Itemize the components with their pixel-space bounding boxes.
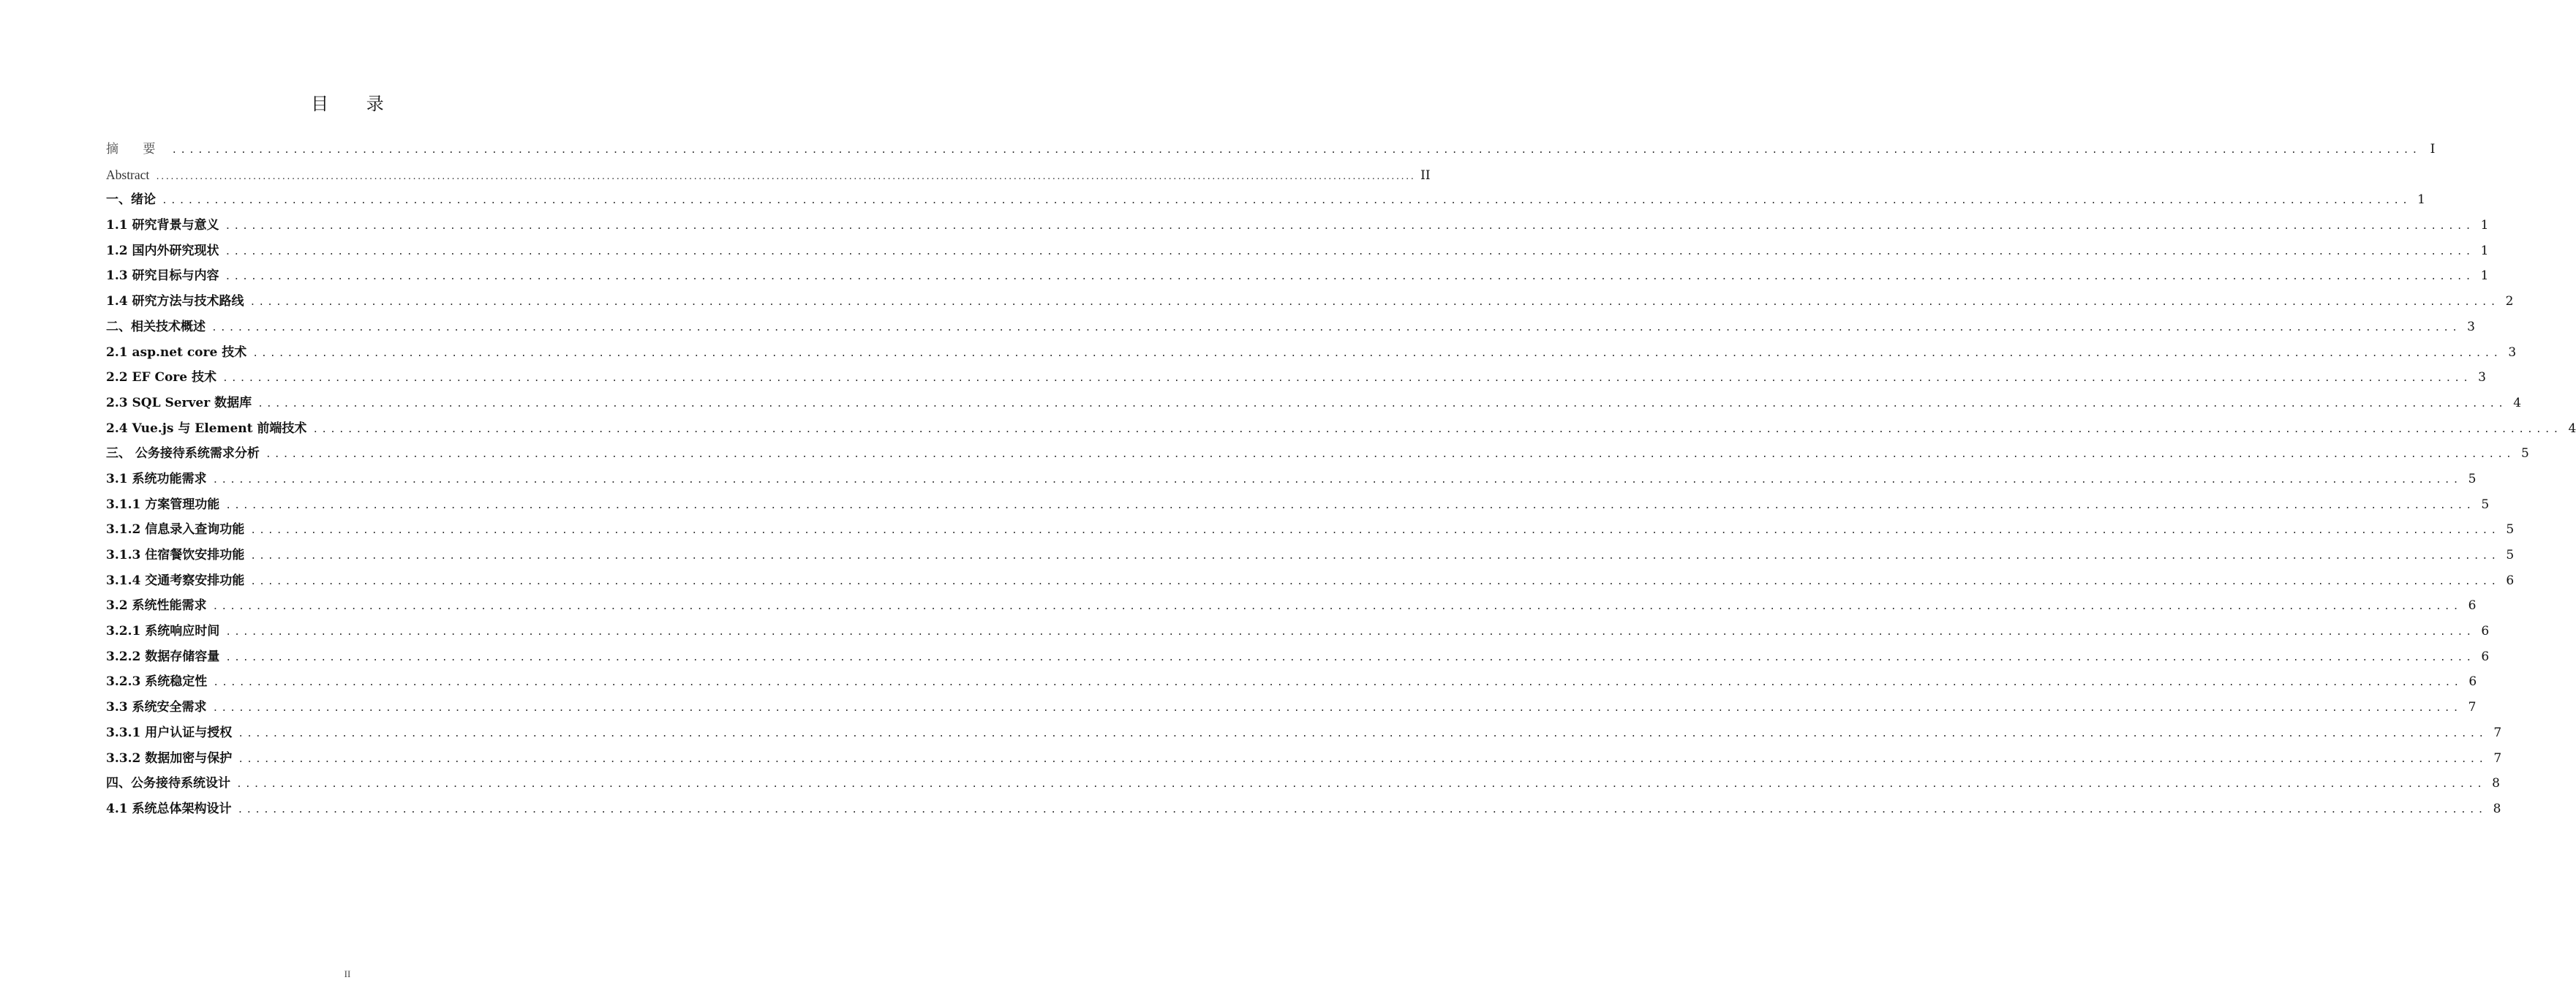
toc-entry[interactable]: [106, 238, 2489, 264]
toc-leader-dots: ....................................................................................................................................................................................................................................................................: [249, 297, 2499, 309]
toc-entry-page: 1: [2480, 218, 2489, 233]
toc-entry[interactable]: [106, 720, 2502, 746]
toc-leader-dots: ....................................................................................................................................................................................................................................................................: [225, 652, 2475, 663]
toc-entry-page: 6: [2506, 573, 2515, 588]
toc-leader-dots: ....................................................................................................................................................................................................................................................................: [250, 551, 2500, 562]
toc-entry-label: 3.3.2 数据加密与保护: [106, 750, 233, 766]
toc-leader-dots: ....................................................................................................................................................................................................................................................................: [212, 601, 2462, 613]
toc-leader-dots: ....................................................................................................................................................................................................................................................................: [250, 525, 2500, 537]
toc-entry[interactable]: [106, 746, 2502, 772]
toc-leader-dots: ....................................................................................................................................................................................................................................................................: [238, 728, 2488, 739]
toc-entry-label: 2.1 asp.net core 技术: [106, 344, 247, 360]
toc-entry-page: 6: [2468, 674, 2477, 690]
toc-entry-label: 3.1 系统功能需求: [106, 471, 207, 486]
toc-entry-label: 3.2 系统性能需求: [106, 598, 207, 614]
toc-entry-label: 三、 公务接待系统需求分析: [106, 446, 260, 462]
toc-leader-dots: ....................................................................................................................................................................................................................................................................: [155, 171, 1415, 181]
toc-leader-dots: ....................................................................................................................................................................................................................................................................: [225, 500, 2475, 511]
toc-leader-dots: ....................................................................................................................................................................................................................................................................: [225, 246, 2474, 257]
toc-entry-page: II: [1420, 167, 1431, 183]
toc-entry[interactable]: [106, 416, 2576, 442]
toc-entry-page: 6: [2468, 598, 2477, 614]
toc-entry-label: 3.1.4 交通考察安排功能: [106, 573, 245, 588]
toc-leader-dots: ....................................................................................................................................................................................................................................................................: [236, 779, 2485, 791]
toc-leader-dots: ....................................................................................................................................................................................................................................................................: [237, 804, 2487, 816]
toc-entry-page: 3: [2467, 319, 2475, 334]
toc-entry[interactable]: [106, 187, 2425, 213]
toc-entry[interactable]: [106, 365, 2486, 391]
toc-entry[interactable]: [106, 517, 2515, 543]
toc-leader-dots: ....................................................................................................................................................................................................................................................................: [225, 627, 2475, 639]
toc-entry[interactable]: [106, 315, 2475, 340]
table-of-contents: [106, 137, 2576, 822]
toc-entry-page: 8: [2493, 801, 2501, 816]
toc-entry[interactable]: [106, 213, 2489, 238]
toc-entry-label: 3.3 系统安全需求: [106, 700, 207, 715]
toc-entry[interactable]: [106, 137, 2436, 162]
toc-entry-page: 7: [2493, 750, 2502, 766]
toc-entry-page: 1: [2480, 243, 2489, 258]
toc-entry-page: 3: [2508, 344, 2517, 360]
toc-entry-page: 5: [2468, 471, 2477, 486]
toc-entry-page: 2: [2505, 294, 2514, 309]
toc-entry-page: 1: [2480, 268, 2489, 284]
toc-leader-dots: ....................................................................................................................................................................................................................................................................: [211, 322, 2460, 334]
toc-entry-label: 1.2 国内外研究现状: [106, 243, 219, 258]
toc-entry-page: 3: [2478, 370, 2486, 385]
toc-entry[interactable]: [106, 391, 2522, 416]
toc-leader-dots: ....................................................................................................................................................................................................................................................................: [252, 347, 2502, 359]
toc-entry[interactable]: [106, 695, 2477, 720]
toc-entry-label: 1.4 研究方法与技术路线: [106, 294, 244, 309]
toc-entry-page: 1: [2417, 192, 2425, 208]
toc-entry-label: 1.1 研究背景与意义: [106, 218, 219, 233]
toc-entry[interactable]: [106, 162, 1431, 188]
toc-entry-page: 7: [2468, 700, 2477, 715]
toc-leader-dots: ....................................................................................................................................................................................................................................................................: [238, 753, 2488, 765]
toc-entry-label: 2.2 EF Core 技术: [106, 370, 216, 385]
toc-leader-dots: ....................................................................................................................................................................................................................................................................: [225, 271, 2474, 283]
toc-entry-label: 3.1.2 信息录入查询功能: [106, 522, 245, 538]
toc-leader-dots: ....................................................................................................................................................................................................................................................................: [265, 449, 2515, 461]
toc-entry[interactable]: [106, 492, 2490, 518]
toc-leader-dots: ....................................................................................................................................................................................................................................................................: [171, 145, 2421, 156]
toc-entry[interactable]: [106, 263, 2489, 289]
toc-entry-label: 3.2.3 系统稳定性: [106, 674, 208, 690]
toc-entry-page: 7: [2493, 725, 2502, 740]
toc-leader-dots: ....................................................................................................................................................................................................................................................................: [250, 576, 2500, 587]
toc-entry-label: 摘 要: [106, 142, 166, 157]
toc-entry[interactable]: [106, 289, 2514, 315]
toc-entry[interactable]: [106, 796, 2501, 822]
toc-leader-dots: ....................................................................................................................................................................................................................................................................: [222, 373, 2471, 385]
toc-entry-page: 4: [2513, 395, 2522, 410]
toc-entry-label: 1.3 研究目标与内容: [106, 268, 219, 284]
toc-leader-dots: ....................................................................................................................................................................................................................................................................: [212, 703, 2462, 715]
toc-entry[interactable]: [106, 771, 2500, 796]
toc-entry[interactable]: [106, 340, 2517, 366]
toc-entry-label: 四、公务接待系统设计: [106, 776, 230, 791]
toc-entry[interactable]: [106, 467, 2477, 492]
toc-entry-page: 6: [2481, 649, 2490, 664]
toc-leader-dots: ....................................................................................................................................................................................................................................................................: [212, 474, 2462, 486]
toc-entry-label: 3.2.1 系统响应时间: [106, 624, 220, 639]
toc-entry[interactable]: [106, 669, 2477, 695]
page-number: II: [344, 968, 351, 979]
toc-entry-page: I: [2430, 142, 2436, 157]
toc-entry-page: 6: [2481, 624, 2490, 639]
toc-entry-label: 3.1.3 住宿餐饮安排功能: [106, 548, 245, 562]
toc-entry-label: 3.1.1 方案管理功能: [106, 497, 220, 512]
toc-leader-dots: ....................................................................................................................................................................................................................................................................: [213, 677, 2463, 689]
toc-entry-label: 二、相关技术概述: [106, 319, 206, 334]
toc-entry-page: 5: [2506, 522, 2515, 538]
toc-entry[interactable]: [106, 441, 2529, 467]
toc-entry-page: 4: [2568, 421, 2576, 436]
toc-entry-label: 3.3.1 用户认证与授权: [106, 725, 233, 740]
toc-entry-page: 5: [2521, 446, 2529, 462]
toc-entry[interactable]: [106, 644, 2490, 670]
page-title: 目 录: [311, 94, 400, 114]
toc-entry-label: 2.3 SQL Server 数据库: [106, 395, 252, 410]
toc-entry-label: 2.4 Vue.js 与 Element 前端技术: [106, 421, 307, 436]
toc-leader-dots: ....................................................................................................................................................................................................................................................................: [162, 195, 2411, 207]
toc-entry-label: 4.1 系统总体架构设计: [106, 801, 232, 816]
toc-entry-page: 5: [2481, 497, 2490, 512]
toc-entry[interactable]: [106, 619, 2490, 644]
toc-entry[interactable]: [106, 568, 2515, 594]
toc-leader-dots: ....................................................................................................................................................................................................................................................................: [225, 221, 2474, 233]
toc-leader-dots: ....................................................................................................................................................................................................................................................................: [257, 398, 2507, 410]
toc-entry[interactable]: [106, 593, 2477, 619]
toc-entry-label: 3.2.2 数据存储容量: [106, 649, 220, 664]
toc-leader-dots: ....................................................................................................................................................................................................................................................................: [312, 423, 2562, 435]
toc-entry-label: Abstract: [106, 167, 150, 182]
toc-entry-label: 一、绪论: [106, 192, 156, 208]
toc-entry[interactable]: [106, 543, 2515, 568]
toc-entry-page: 5: [2506, 548, 2515, 562]
toc-entry-page: 8: [2492, 776, 2500, 791]
